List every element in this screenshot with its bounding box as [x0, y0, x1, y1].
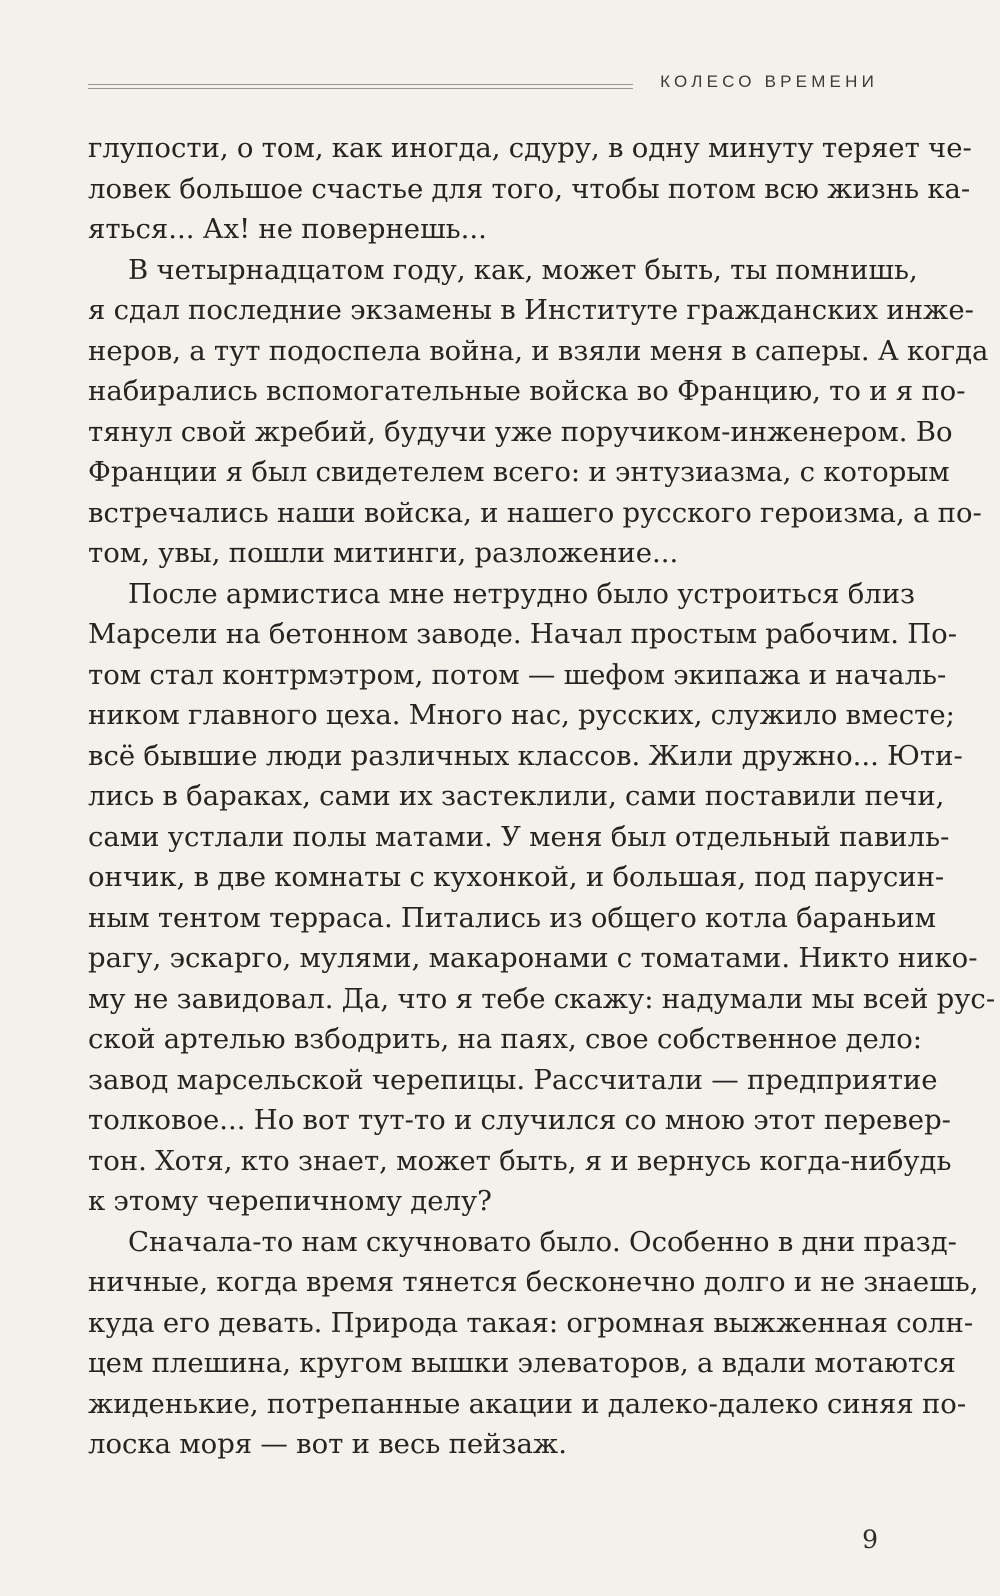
text-line: том, увы, пошли митинги, разложение... — [88, 537, 679, 569]
text-line: лоска моря — вот и весь пейзаж. — [88, 1428, 567, 1460]
text-line: ным тентом терраса. Питались из общего котла бараньим — [88, 901, 937, 934]
text-line: том стал контрмэтром, потом — шефом экипажа и началь- — [88, 658, 947, 691]
text-line: рагу, эскарго, мулями, макаронами с томатами. Никто нико- — [88, 942, 978, 974]
text-line: му не завидовал. Да, что я тебе скажу: надумали мы всей рус- — [88, 982, 996, 1015]
text-line: встречались наши войска, и нашего русского героизма, а по- — [88, 496, 982, 529]
text-line: ской артелью взбодрить, на паях, свое собственное дело: — [88, 1023, 923, 1055]
body-text — [88, 128, 996, 1465]
text-line: ничные, когда время тянется бесконечно долго и не знаешь, — [88, 1266, 979, 1298]
text-line: Франции я был свидетелем всего: и энтузиазма, с которым — [88, 456, 950, 488]
text-line: глупости, о том, как иногда, сдуру, в одну минуту теряет че- — [88, 132, 972, 164]
text-line: сами устлали полы матами. У меня был отдельный павиль- — [88, 820, 950, 853]
text-line: к этому черепичному делу? — [88, 1185, 492, 1217]
paragraph — [88, 250, 989, 574]
text-line: тянул свой жребий, будучи уже поручиком-инженером. Во — [88, 415, 953, 448]
running-header-title: КОЛЕСО ВРЕМЕНИ — [660, 72, 878, 91]
text-line: толковое... Но вот тут-то и случился со мною этот перевер- — [88, 1104, 951, 1136]
paragraph — [88, 1222, 979, 1465]
text-line: Сначала-то нам скучновато было. Особенно в дни празд- — [128, 1225, 957, 1258]
page-number: 9 — [862, 1525, 878, 1554]
text-line: В четырнадцатом году, как, может быть, ты помнишь, — [128, 253, 918, 286]
text-line: ником главного цеха. Много нас, русских, служило вместе; — [88, 699, 955, 731]
text-line: ончик, в две комнаты с кухонкой, и большая, под парусин- — [88, 861, 945, 893]
text-line: набирались вспомогательные войска во Францию, то и я по- — [88, 375, 966, 407]
text-line: лись в бараках, сами их застеклили, сами поставили печи, — [88, 780, 945, 812]
text-line: После армистиса мне нетрудно было устроиться близ — [128, 577, 916, 610]
text-line: цем плешина, кругом вышки элеваторов, а вдали мотаются — [88, 1347, 956, 1379]
text-line: куда его девать. Природа такая: огромная выжженная солн- — [88, 1306, 974, 1339]
text-line: Марсели на бетонном заводе. Начал простым рабочим. По- — [88, 618, 958, 650]
text-line: тон. Хотя, кто знает, может быть, я и вернусь когда-нибудь — [88, 1144, 952, 1177]
text-line: всё бывшие люди различных классов. Жили дружно... Юти- — [88, 739, 963, 772]
running-header — [88, 64, 878, 104]
text-line: завод марсельской черепицы. Рассчитали — предприятие — [88, 1063, 938, 1096]
text-line: я сдал последние экзамены в Институте гражданских инже- — [88, 294, 974, 326]
text-line: яться... Ах! не повернешь... — [88, 213, 487, 245]
paragraph — [88, 574, 996, 1222]
text-line: ловек большое счастье для того, чтобы потом всю жизнь ка- — [88, 172, 971, 205]
text-line: неров, а тут подоспела война, и взяли меня в саперы. А когда — [88, 334, 989, 367]
header-rule — [88, 84, 633, 89]
text-line: жиденькие, потрепанные акации и далеко-далеко синяя по- — [88, 1387, 967, 1420]
paragraph — [88, 128, 972, 250]
